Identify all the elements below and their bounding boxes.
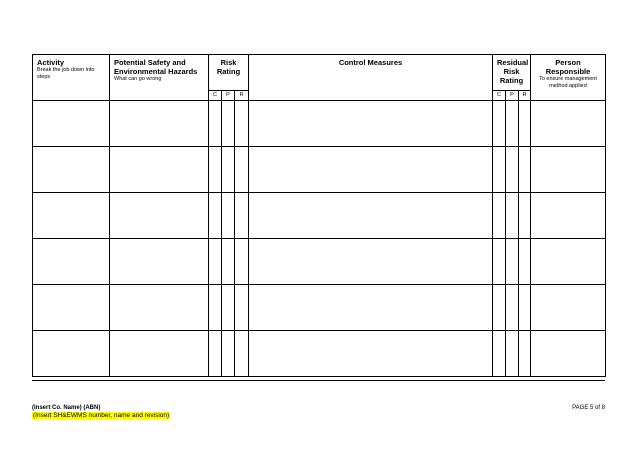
residual-p-cell[interactable] (506, 101, 519, 147)
hazards-cell[interactable] (110, 193, 209, 239)
risk-c-cell[interactable] (209, 147, 222, 193)
risk-r-cell[interactable] (235, 193, 249, 239)
activity-subtitle: Break the job down into steps (37, 67, 95, 80)
residual-p-cell[interactable] (506, 331, 519, 377)
residual-r-cell[interactable] (519, 193, 531, 239)
risk-p-label: P (222, 91, 235, 101)
activity-cell[interactable] (33, 239, 110, 285)
footer-page-number: PAGE 5 of 8 (572, 405, 605, 411)
control-measures-cell[interactable] (249, 285, 493, 331)
table-row (33, 285, 606, 331)
control-title: Control Measures (338, 58, 403, 67)
hazards-cell[interactable] (110, 101, 209, 147)
residual-c-cell[interactable] (493, 239, 506, 285)
residual-c-cell[interactable] (493, 331, 506, 377)
person-subtitle-line1: To ensure management (539, 76, 597, 82)
table-row (33, 239, 606, 285)
residual-r-cell[interactable] (519, 285, 531, 331)
risk-c-cell[interactable] (209, 285, 222, 331)
risk-c-cell[interactable] (209, 193, 222, 239)
control-measures-cell[interactable] (249, 331, 493, 377)
risk-r-label: R (235, 91, 249, 101)
residual-r-cell[interactable] (519, 147, 531, 193)
residual-p-cell[interactable] (506, 193, 519, 239)
activity-cell[interactable] (33, 193, 110, 239)
hazards-cell[interactable] (110, 147, 209, 193)
person-responsible-cell[interactable] (531, 193, 606, 239)
residual-p-cell[interactable] (506, 239, 519, 285)
table-body (33, 101, 606, 377)
activity-cell[interactable] (33, 101, 110, 147)
hazards-cell[interactable] (110, 331, 209, 377)
hazards-title-line2: Environmental Hazards (114, 67, 198, 76)
risk-c-cell[interactable] (209, 101, 222, 147)
risk-r-cell[interactable] (235, 331, 249, 377)
residual-r-cell[interactable] (519, 239, 531, 285)
control-measures-cell[interactable] (249, 239, 493, 285)
activity-cell[interactable] (33, 147, 110, 193)
residual-r-cell[interactable] (519, 331, 531, 377)
risk-c-cell[interactable] (209, 239, 222, 285)
residual-title-line3: Rating (499, 76, 524, 85)
activity-cell[interactable] (33, 331, 110, 377)
residual-title-line1: Residual (497, 58, 529, 67)
residual-p-cell[interactable] (506, 285, 519, 331)
header-risk-rating (209, 55, 249, 91)
risk-p-cell[interactable] (222, 239, 235, 285)
control-measures-cell[interactable] (249, 101, 493, 147)
residual-p-label: P (506, 91, 519, 101)
residual-c-cell[interactable] (493, 193, 506, 239)
residual-c-cell[interactable] (493, 101, 506, 147)
footer-divider (32, 380, 605, 381)
person-responsible-cell[interactable] (531, 101, 606, 147)
footer-swms-reference: (Insert SH&EWMS number, name and revision) (33, 412, 170, 419)
table-row (33, 147, 606, 193)
header-person-responsible (531, 55, 606, 101)
activity-cell[interactable] (33, 285, 110, 331)
risk-r-cell[interactable] (235, 239, 249, 285)
risk-p-cell[interactable] (222, 193, 235, 239)
residual-r-label: R (519, 91, 531, 101)
header-row (33, 55, 606, 91)
risk-p-cell[interactable] (222, 285, 235, 331)
risk-title-line2: Rating (216, 67, 241, 76)
hazards-title-line1: Potential Safety and (114, 58, 186, 67)
table-row (33, 193, 606, 239)
header-residual-rating (493, 55, 531, 91)
residual-r-cell[interactable] (519, 101, 531, 147)
risk-c-cell[interactable] (209, 331, 222, 377)
header-activity (33, 55, 110, 101)
person-responsible-cell[interactable] (531, 147, 606, 193)
person-title-line2: Responsible (545, 67, 591, 76)
header-control-measures (249, 55, 493, 101)
residual-title-line2: Risk (503, 67, 520, 76)
person-responsible-cell[interactable] (531, 239, 606, 285)
person-title-line1: Person (555, 58, 581, 67)
person-responsible-cell[interactable] (531, 331, 606, 377)
footer-company: (Insert Co. Name) (ABN) (32, 405, 101, 411)
risk-p-cell[interactable] (222, 101, 235, 147)
residual-c-cell[interactable] (493, 147, 506, 193)
risk-r-cell[interactable] (235, 147, 249, 193)
residual-c-label: C (493, 91, 506, 101)
risk-assessment-table (32, 54, 606, 377)
control-measures-cell[interactable] (249, 193, 493, 239)
risk-title-line1: Risk (220, 58, 237, 67)
header-hazards (110, 55, 209, 101)
activity-title: Activity (37, 58, 65, 67)
risk-p-cell[interactable] (222, 147, 235, 193)
risk-r-cell[interactable] (235, 101, 249, 147)
risk-r-cell[interactable] (235, 285, 249, 331)
risk-p-cell[interactable] (222, 331, 235, 377)
table-row (33, 331, 606, 377)
person-responsible-cell[interactable] (531, 285, 606, 331)
person-subtitle-line2: method applied (549, 83, 587, 89)
risk-c-label: C (209, 91, 222, 101)
hazards-subtitle: What can go wrong (114, 76, 162, 82)
residual-p-cell[interactable] (506, 147, 519, 193)
hazards-cell[interactable] (110, 285, 209, 331)
table-row (33, 101, 606, 147)
hazards-cell[interactable] (110, 239, 209, 285)
residual-c-cell[interactable] (493, 285, 506, 331)
control-measures-cell[interactable] (249, 147, 493, 193)
